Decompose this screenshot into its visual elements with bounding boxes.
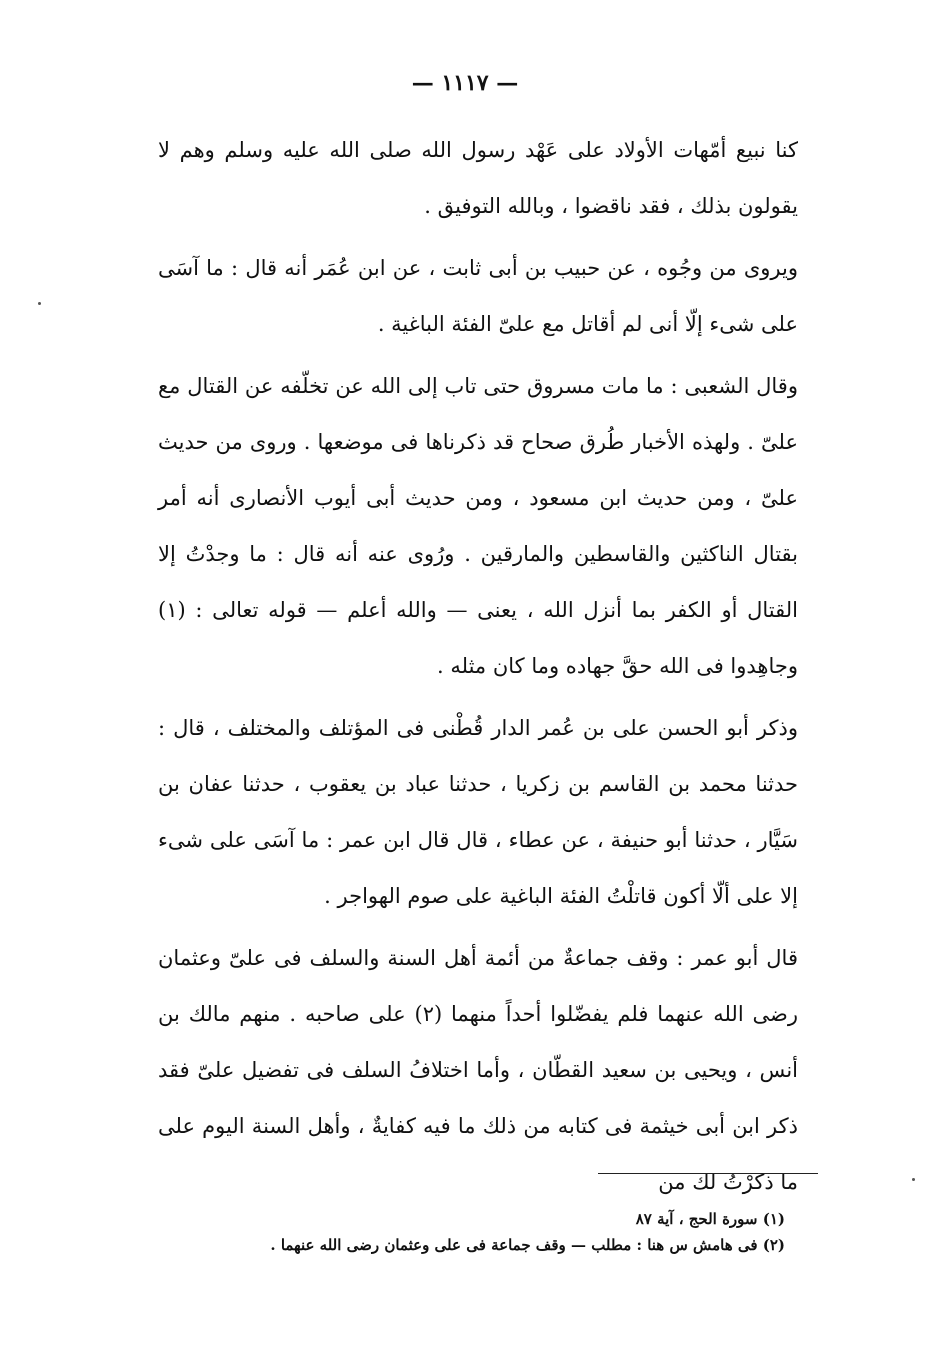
paragraph-1: كنا نبيع أمّهات الأولاد على عَهْد رسول الله صلى الله عليه وسلم وهم لا يقولون بذلك ، فقد ناقضوا ، وبالله التوفيق . (158, 138, 798, 218)
main-text (158, 122, 798, 1210)
scan-speck (38, 302, 41, 305)
paragraph-2: ويروى من وجُوه ، عن حبيب بن أبى ثابت ، عن ابن عُمَر أنه قال : ما آسَى على شىء إلّا أنى لم أقاتل مع علىّ الفئة الباغية . (158, 256, 798, 336)
footnotes (240, 1206, 785, 1258)
paragraph-5: قال أبو عمر : وقف جماعةٌ من أئمة أهل السنة والسلف فى علىّ وعثمان رضى الله عنهما فلم يفضّلوا أحداً منهما (٢) على صاحبه . منهم مالك بن أنس ، ويحيى بن سعيد القطّان ، وأما اختلافُ السلف فى تفضيل علىّ فقد ذكر ابن أبى خيثمة فى كتابه من ذلك ما فيه كفايةٌ ، وأهل السنة اليوم على ما ذكرْتُ لك من (158, 946, 798, 1194)
page-number: — ١١١٧ — (411, 70, 519, 96)
footnote-2: (٢) فى هامش س هنا : مطلب — وقف جماعة فى على وعثمان رضى الله عنهما . (270, 1236, 785, 1254)
scan-speck (912, 1178, 915, 1181)
footnote-1: (١) سورة الحج ، آية ٨٧ (635, 1210, 785, 1228)
paragraph-3: وقال الشعبى : ما مات مسروق حتى تاب إلى الله عن تخلّفه عن القتال مع علىّ . ولهذه الأخبار طُرق صحاح قد ذكرناها فى موضعها . وروى من حديث علىّ ، ومن حديث ابن مسعود ، ومن حديث أبى أيوب الأنصارى أنه أمر بقتال الناكثين والقاسطين والمارقين . ورُوى عنه أنه قال : ما وجدْتُ إلا القتال أو الكفر بما أنزل الله ، يعنى — والله أعلم — قوله تعالى : (١) وجاهِدوا فى الله حقَّ جهاده وما كان مثله . (158, 374, 798, 678)
paragraph-4: وذكر أبو الحسن على بن عُمر الدار قُطْنى فى المؤتلف والمختلف ، قال : حدثنا محمد بن القاسم بن زكريا ، حدثنا عباد بن يعقوب ، حدثنا عفان بن سَيَّار ، حدثنا أبو حنيفة ، عن عطاء ، قال قال ابن عمر : ما آسَى على شىء إلا على ألّا أكون قاتلْتُ الفئة الباغية على صوم الهواجر . (158, 716, 798, 908)
footnote-divider (598, 1173, 818, 1174)
